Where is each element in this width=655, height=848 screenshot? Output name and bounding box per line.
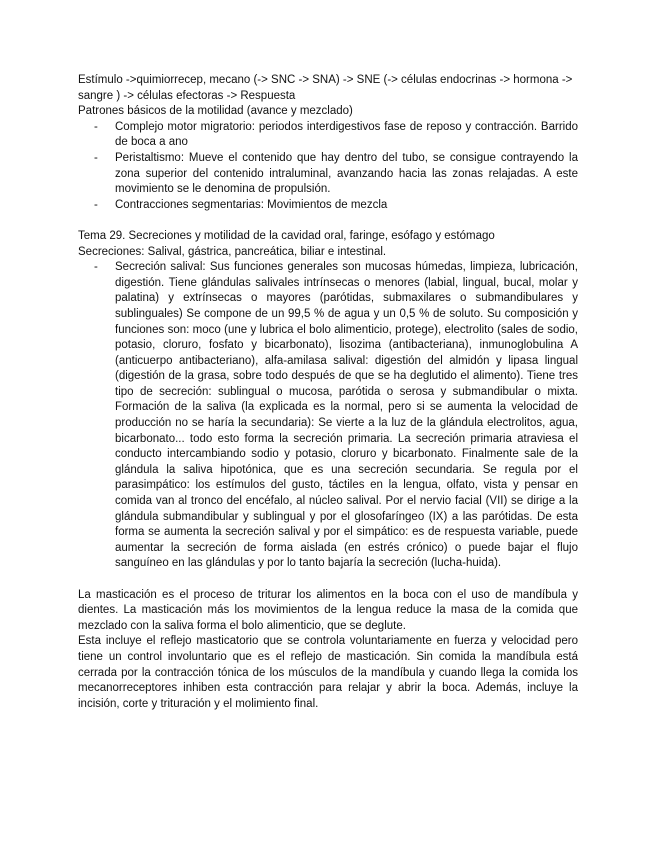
topic-title: Tema 29. Secreciones y motilidad de la cavidad oral, faringe, esófago y estómago (78, 229, 495, 242)
document-page (78, 73, 578, 712)
stimulus-chain: Estímulo ->quimiorrecep, mecano (-> SNC -> SNA) -> SNE (-> células endocrinas -> hormona -> sangre ) -> células efectoras -> Respuesta (78, 74, 573, 102)
motility-heading: Patrones básicos de la motilidad (avance y mezclado) (78, 105, 353, 118)
secretion-list (78, 260, 578, 572)
list-item: - Contracciones segmentarias: Movimientos de mezcla (78, 198, 578, 214)
secretions-line: Secreciones: Salival, gástrica, pancreática, biliar e intestinal. (78, 245, 387, 258)
mastication-paragraph-2: Esta incluye el reflejo masticatorio que se controla voluntariamente en fuerza y velocidad pero tiene un control involuntario que es el reflejo de masticación. Sin comida la mandíbula está cerrada por la contracción tónica de los músculos de la mandíbula y cuando llega la comida los mecanorreceptores inhiben esta contracción para relajar y abrir la boca. Además, incluye la incisión, corte y trituración y el molimiento final. (78, 635, 578, 710)
list-item: - Secreción salival: Sus funciones generales son mucosas húmedas, limpieza, lubricación, digestión. Tiene glándulas salivales intrínsecas o menores (labial, lingual, bucal, molar y palatina) y extrínsecas o mayores (parótidas, submaxilares o submandibulares y sublinguales) Se compone de un 99,5 % de agua y un 0,5 % de soluto. Su composición y funciones son: moco (une y lubrica el bolo alimenticio, protege), electrolito (sales de sodio, potasio, cloruro, fosfato y bicarbonato), lisozima (antibacteriana), inmunoglobulina A (anticuerpo antibacteriano), alfa-amilasa salival: digestión del almidón y lipasa lingual (digestión de la grasa, sobre todo después de que se ha deglutido el alimento). Tiene tres tipo de secreción: sublingual o mucosa, parótida o serosa y submandibular o mixta. Formación de la saliva (la explicada es la normal, pero si se aumenta la velocidad de producción no se haría la secundaria): Se vierte a la luz de la glándula electrolitos, agua, bicarbonato... todo esto forma la secreción primaria. La secreción primaria atraviesa el conducto intercambiando sodio y potasio, cloruro y bicarbonato. Finalmente sale de la glándula la saliva hipotónica, que es una secreción secundaria. Se regula por el parasimpático: los estímulos del gusto, táctiles en la lengua, olfato, vista y pensar en comida van al tronco del encéfalo, al núcleo salival. Por el nervio facial (VII) se dirige a la glándula submandibular y sublingual y por el glosofaríngeo (IX) a las parótidas. De esta forma se aumenta la secreción salival y por el simpático: es de respuesta variable, puede aumentar la secreción de forma aislada (en estrés crónico) o puede bajar el flujo sanguíneo en las glándulas y por lo tanto bajaría la secreción (lucha-huida). (78, 260, 578, 572)
spacer (78, 572, 578, 588)
mastication-paragraph-1: La masticación es el proceso de triturar los alimentos en la boca con el uso de mandíbula y dientes. La masticación más los movimientos de la lengua reduce la masa de la comida que mezclado con la saliva forma el bolo alimenticio, que se deglute. (78, 588, 578, 632)
list-item: - Complejo motor migratorio: periodos interdigestivos fase de reposo y contracción. Barrido de boca a ano (78, 120, 578, 151)
list-item: - Peristaltismo: Mueve el contenido que hay dentro del tubo, se consigue contrayendo la zona superior del contenido intraluminal, avanzando hacia las zonas relajadas. A este movimiento se le denomina de propulsión. (78, 151, 578, 198)
spacer (78, 213, 578, 229)
motility-list (78, 120, 578, 214)
